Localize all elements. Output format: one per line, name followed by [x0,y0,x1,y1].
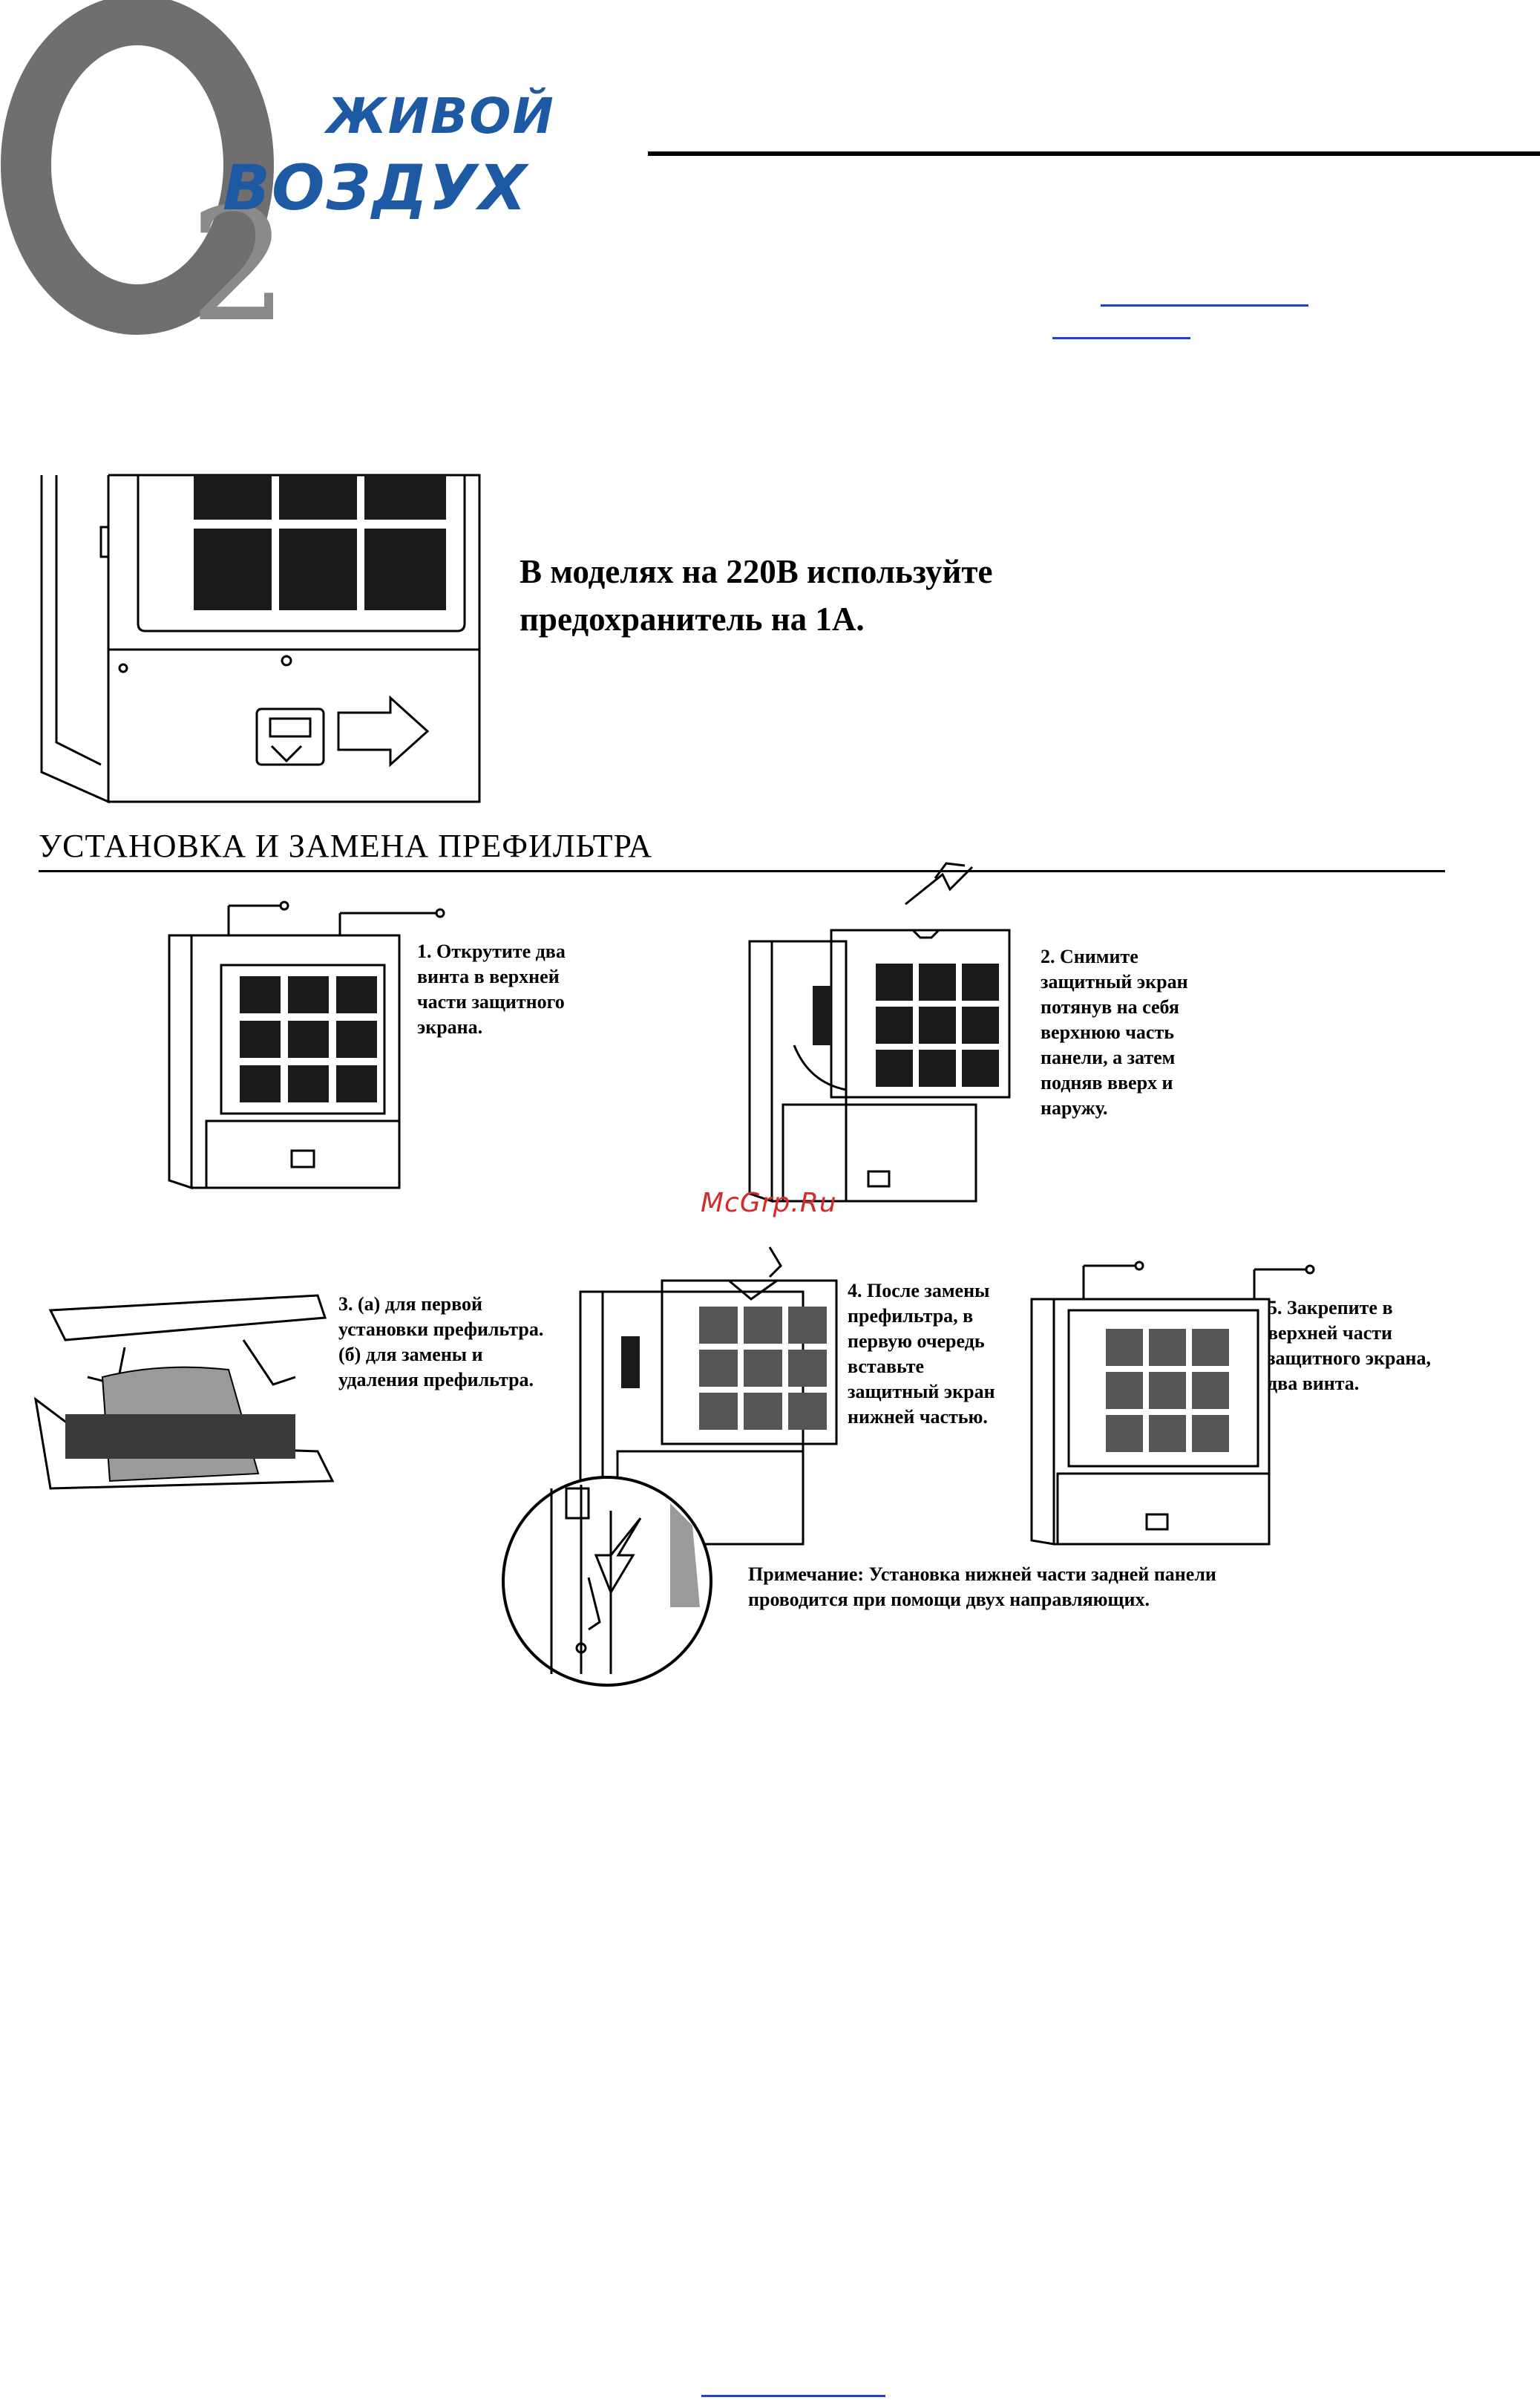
section-title: УСТАНОВКА И ЗАМЕНА ПРЕФИЛЬТРА [39,828,653,864]
section-rule [39,870,1445,872]
step-2-illustration [750,860,1032,1201]
installation-note: Примечание: Установка нижней части задней панели проводится при помощи двух направляющих. [748,1563,1216,1610]
step-4-text: 4. После замены префильтра, в первую очередь вставьте защитный экран нижней частью. [848,1280,995,1428]
logo [0,0,609,356]
guide-detail-illustration [499,1474,715,1689]
step-1-text: 1. Открутите два винта в верхней части защитного экрана. [417,941,566,1038]
step-3-text: 3. (а) для первой установки префильтра. (б) для замены и удаления префильтра. [338,1293,544,1390]
header-link-1[interactable] [1101,304,1308,307]
header-link-2[interactable] [1052,337,1190,339]
logo-word-bottom: ВОЗДУХ [223,151,528,224]
header-rule [648,151,1540,156]
step-3-illustration [36,1266,332,1496]
fuse-illustration [34,475,509,802]
step-5-illustration [1032,1258,1306,1548]
fuse-note: В моделях на 220В используйте предохранитель на 1А. [520,553,993,638]
step-2-text: 2. Снимите защитный экран потянув на себя верхнюю часть панели, а затем подняв вверх и наружу. [1041,946,1188,1119]
footer-link[interactable] [701,2395,885,2397]
watermark: McGrp.Ru [701,1188,837,1218]
logo-word-top: ЖИВОЙ [327,88,555,145]
step-5-text: 5. Закрепите в верхней части защитного экрана, два винта. [1268,1297,1431,1394]
logo-subscript-glyph: 2 [189,174,289,356]
